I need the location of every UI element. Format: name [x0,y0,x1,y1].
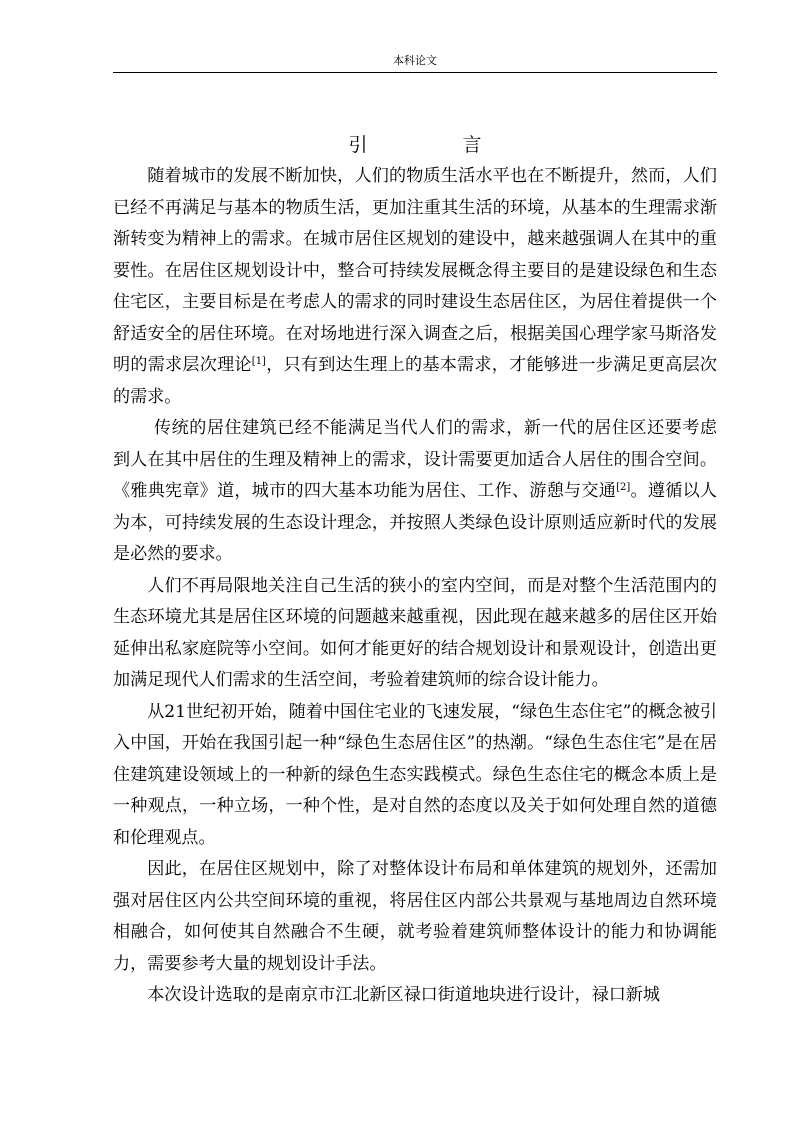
paragraph-2 [113,413,717,571]
paragraph-4: 从21世纪初开始，随着中国住宅业的飞速发展，“绿色生态住宅”的概念被引入中国，开始在我国引起一种“绿色生态居住区”的热潮。“绿色生态住宅”是在居住建筑建设领域上的一种新的绿色生态实践模式。绿色生态住宅的概念本质上是一种观点，一种立场，一种个性，是对自然的态度以及关于如何处理自然的道德和伦理观点。 [113,701,717,848]
paragraph-1-text: 随着城市的发展不断加快，人们的物质生活水平也在不断提升，然而，人们已经不再满足与基本的物质生活，更加注重其生活的环境，从基本的生理需求渐渐转变为精神上的需求。在城市居住区规划的建设中，越来越强调人在其中的重要性。在居住区规划设计中，整合可持续发展概念得主要目的是建设绿色和生态住宅区，主要目标是在考虑人的需求的同时建设生态居住区，为居住着提供一个舒适安全的居住环境。在对场地进行深入调查之后，根据美国心理学家马斯洛发明的需求层次理论 [113,166,717,375]
paragraph-5: 因此，在居住区规划中，除了对整体设计布局和单体建筑的规划外，还需加强对居住区内公共空间环境的重视，将居住区内部公共景观与基地周边自然环境相融合，如何使其自然融合不生硬，就考验着建筑师整体设计的能力和协调能力，需要参考大量的规划设计手法。 [113,859,717,974]
citation-2: [2] [616,482,631,493]
paragraph-6: 本次设计选取的是南京市江北新区禄口街道地块进行设计，禄口新城 [147,985,660,1005]
paragraph-1-text-cont: ，只有到达生理上的基本需求，才能够进一步满足更高层次的需求。 [113,355,718,407]
paragraph-2-text: 传统的居住建筑已经不能满足当代人们的需求，新一代的居住区还要考虑到人在其中居住的生理及精神上的需求，设计需要更加适合人居住的围合空间。《雅典宪章》道，城市的四大基本功能为居住、工作、游憩与交通 [113,418,717,501]
header-rule [113,72,717,73]
paragraph-1 [113,161,717,413]
citation-1: [1] [251,356,266,367]
running-header: 本科论文 [393,54,437,67]
paragraph-3: 人们不再局限地关注自己生活的狭小的室内空间，而是对整个生活范围内的生态环境尤其是居住区环境的问题越来越重视，因此现在越来越多的居住区开始延伸出私家庭院等小空间。如何才能更好的结合规划设计和景观设计，创造出更加满足现代人们需求的生活空间，考验着建筑师的综合设计能力。 [113,575,717,690]
section-title: 引 言 [348,134,520,156]
body-text [113,161,717,1012]
paragraph-2-text-cont: 。遵循以人为本，可持续发展的生态设计理念，并按照人类绿色设计原则适应新时代的发展是必然的要求。 [113,481,718,564]
